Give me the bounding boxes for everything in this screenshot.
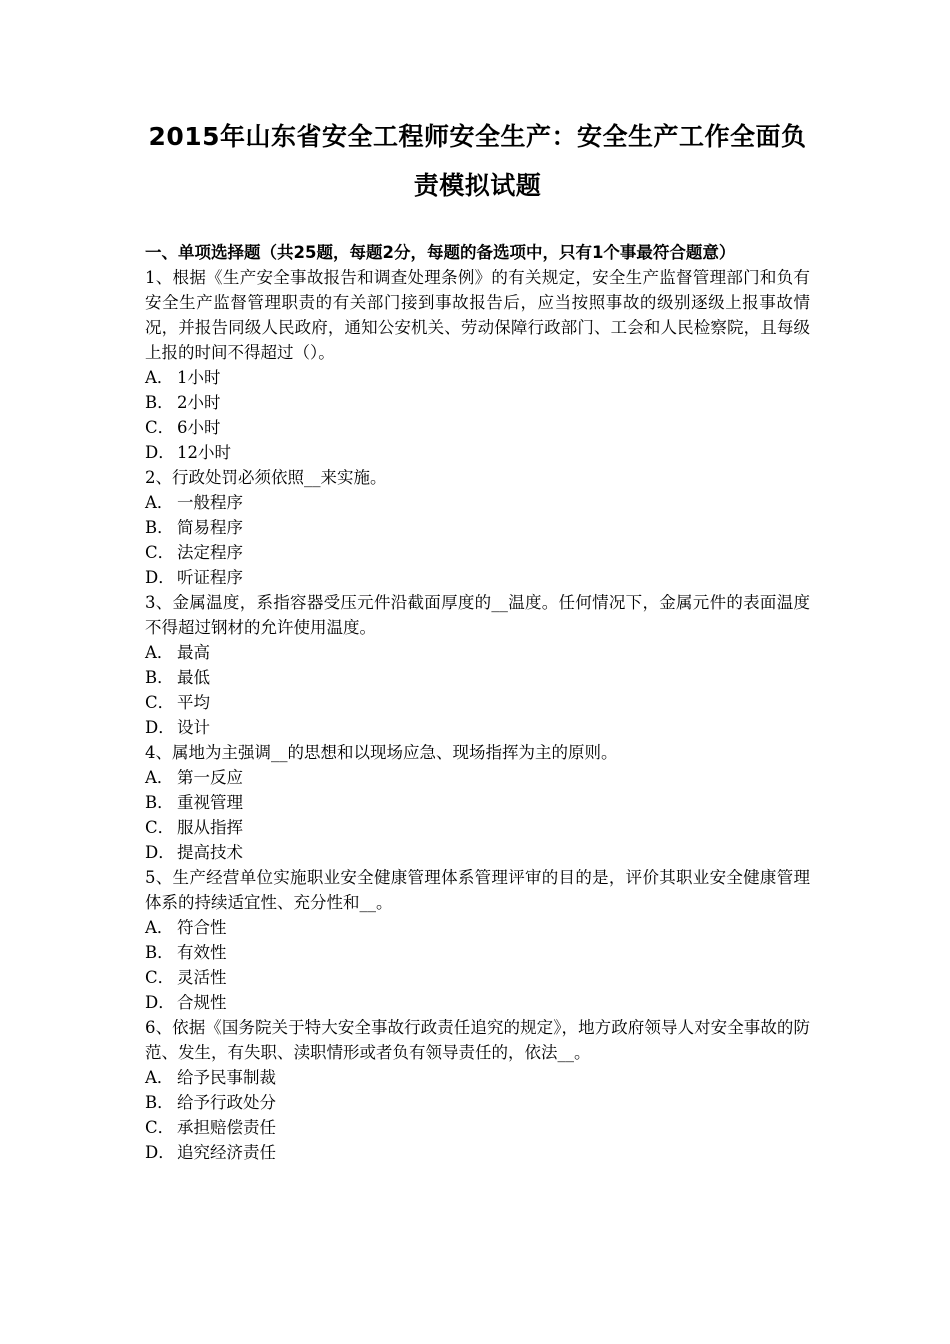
section-heading: 一、单项选择题（共25题，每题2分，每题的备选项中，只有1个事最符合题意） [145, 243, 736, 262]
option-text: 符合性 [177, 918, 227, 937]
question-item [145, 465, 810, 590]
answer-option [145, 715, 810, 740]
question-item [145, 865, 810, 1015]
answer-option [145, 515, 810, 540]
answer-option [145, 1140, 810, 1165]
answer-option [145, 1090, 810, 1115]
answer-option [145, 440, 810, 465]
option-text: 一般程序 [177, 493, 243, 512]
option-text: 合规性 [177, 993, 227, 1012]
question-text: 1、根据《生产安全事故报告和调查处理条例》的有关规定，安全生产监督管理部门和负有安全生产监督管理职责的有关部门接到事故报告后，应当按照事故的级别逐级上报事故情况，并报告同级人民政府，通知公安机关、劳动保障行政部门、工会和人民检察院，且每级上报的时间不得超过（）。 [145, 268, 810, 362]
option-text: 给予行政处分 [177, 1093, 276, 1112]
question-item [145, 1015, 810, 1165]
option-text: 重视管理 [177, 793, 243, 812]
option-text: 设计 [177, 718, 210, 737]
question-text: 2、行政处罚必须依照__来实施。 [145, 468, 387, 487]
option-letter: B． [145, 518, 174, 537]
option-text: 有效性 [177, 943, 227, 962]
answer-option [145, 840, 810, 865]
question-text: 5、生产经营单位实施职业安全健康管理体系管理评审的目的是，评价其职业安全健康管理体系的持续适宜性、充分性和__。 [145, 868, 810, 912]
question-text: 6、依据《国务院关于特大安全事故行政责任追究的规定》，地方政府领导人对安全事故的防范、发生，有失职、渎职情形或者负有领导责任的，依法__。 [145, 1018, 810, 1062]
option-letter: A． [145, 768, 174, 787]
document-title: 2015年山东省安全工程师安全生产：安全生产工作全面负责模拟试题 [148, 122, 807, 200]
answer-option [145, 640, 810, 665]
option-letter: D． [145, 1143, 175, 1162]
option-letter: A． [145, 1068, 174, 1087]
question-item [145, 740, 810, 865]
answer-option [145, 665, 810, 690]
option-text: 法定程序 [177, 543, 243, 562]
option-list [145, 365, 810, 465]
option-text: 服从指挥 [177, 818, 243, 837]
option-letter: C． [145, 543, 175, 562]
option-letter: C． [145, 968, 175, 987]
option-letter: D． [145, 843, 175, 862]
option-text: 1小时 [177, 368, 221, 387]
option-text: 第一反应 [177, 768, 243, 787]
option-list [145, 640, 810, 740]
option-letter: D． [145, 993, 175, 1012]
option-letter: B． [145, 393, 174, 412]
option-letter: B． [145, 1093, 174, 1112]
answer-option [145, 765, 810, 790]
answer-option [145, 365, 810, 390]
answer-option [145, 415, 810, 440]
option-letter: B． [145, 793, 174, 812]
answer-option [145, 1065, 810, 1090]
question-text: 4、属地为主强调__的思想和以现场应急、现场指挥为主的原则。 [145, 743, 618, 762]
option-letter: C． [145, 818, 175, 837]
option-text: 最低 [177, 668, 210, 687]
answer-option [145, 965, 810, 990]
option-text: 提高技术 [177, 843, 243, 862]
answer-option [145, 990, 810, 1015]
option-letter: A． [145, 368, 174, 387]
option-list [145, 915, 810, 1015]
option-text: 最高 [177, 643, 210, 662]
option-text: 简易程序 [177, 518, 243, 537]
answer-option [145, 790, 810, 815]
option-letter: B． [145, 668, 174, 687]
answer-option [145, 540, 810, 565]
option-letter: C． [145, 418, 175, 437]
option-letter: D． [145, 568, 175, 587]
option-letter: C． [145, 1118, 175, 1137]
option-text: 平均 [177, 693, 210, 712]
option-letter: A． [145, 918, 174, 937]
answer-option [145, 690, 810, 715]
document-page [145, 112, 810, 1165]
option-text: 2小时 [177, 393, 221, 412]
answer-option [145, 390, 810, 415]
answer-option [145, 565, 810, 590]
answer-option [145, 1115, 810, 1140]
option-text: 12小时 [177, 443, 231, 462]
question-text: 3、金属温度，系指容器受压元件沿截面厚度的__温度。任何情况下，金属元件的表面温度不得超过钢材的允许使用温度。 [145, 593, 810, 637]
option-text: 承担赔偿责任 [177, 1118, 276, 1137]
answer-option [145, 915, 810, 940]
option-text: 灵活性 [177, 968, 227, 987]
option-list [145, 490, 810, 590]
question-item [145, 265, 810, 465]
option-letter: D． [145, 718, 175, 737]
option-letter: A． [145, 643, 174, 662]
option-list [145, 765, 810, 865]
answer-option [145, 940, 810, 965]
option-letter: B． [145, 943, 174, 962]
option-text: 给予民事制裁 [177, 1068, 276, 1087]
question-list [145, 265, 810, 1165]
option-text: 听证程序 [177, 568, 243, 587]
option-letter: A． [145, 493, 174, 512]
answer-option [145, 815, 810, 840]
question-item [145, 590, 810, 740]
option-letter: D． [145, 443, 175, 462]
option-text: 6小时 [177, 418, 221, 437]
option-letter: C． [145, 693, 175, 712]
option-text: 追究经济责任 [177, 1143, 276, 1162]
option-list [145, 1065, 810, 1165]
answer-option [145, 490, 810, 515]
